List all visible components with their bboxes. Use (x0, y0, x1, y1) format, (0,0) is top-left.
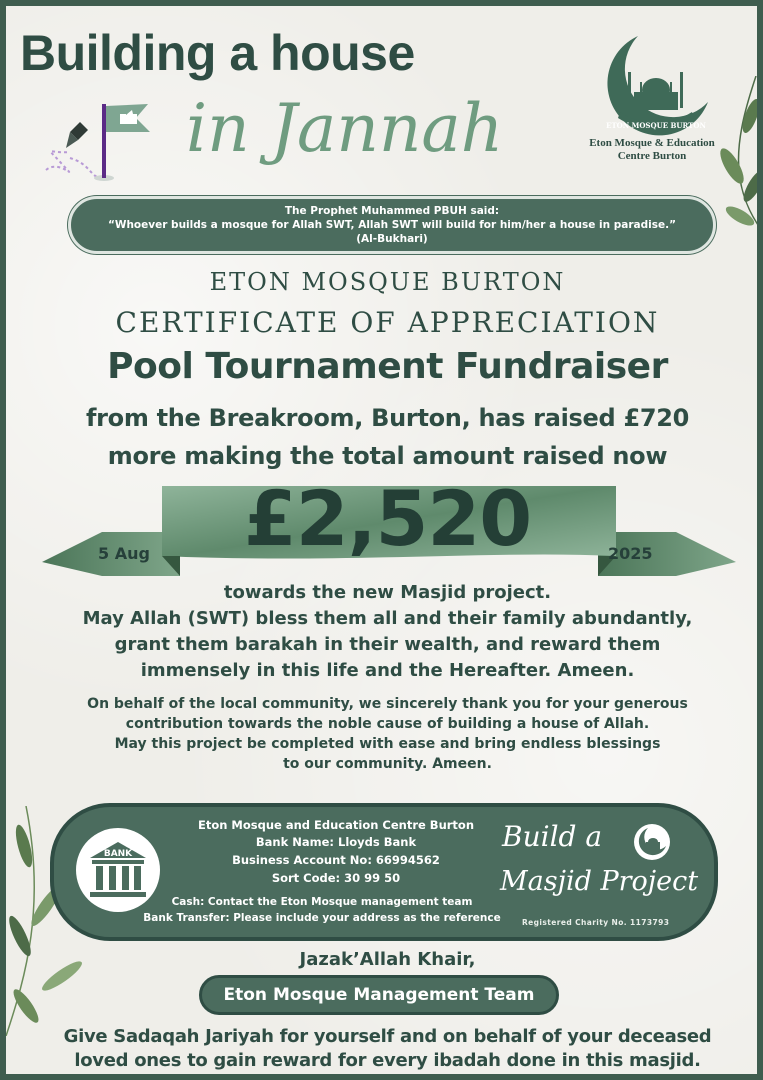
blessing-line: immensely in this life and the Hereafter. Ameen. (140, 660, 635, 681)
transfer-instructions: Bank Transfer: Please include your address as the reference (143, 912, 501, 924)
logo-caption-line-1: Eton Mosque & Education (589, 137, 715, 149)
bank-account-name: Eton Mosque and Education Centre Burton (197, 818, 475, 832)
hadith-quote (68, 196, 716, 254)
hadith-line-3: (Al-Bukhari) (356, 233, 428, 245)
event-title: Pool Tournament Fundraiser (107, 346, 668, 387)
bank-account-number: Business Account No: 66994562 (232, 853, 440, 867)
project-title-line-2: Masjid Project (500, 866, 699, 897)
blessing-line: grant them barakah in their wealth, and reward them (114, 634, 661, 655)
headline-script: in Jannah (186, 90, 504, 167)
logo-arc-text: ETON MOSQUE BURTON (606, 121, 706, 130)
bank-name: Bank Name: Lloyds Bank (255, 835, 417, 849)
bank-sort-code: Sort Code: 30 99 50 (271, 871, 401, 885)
charity-number: Registered Charity No. 1173793 (522, 918, 670, 927)
certificate-title: CERTIFICATE OF APPRECIATION (115, 306, 660, 339)
cash-instructions: Cash: Contact the Eton Mosque management team (171, 896, 473, 908)
total-amount: £2,520 (243, 474, 532, 563)
hadith-line-2: “Whoever builds a mosque for Allah SWT, Allah SWT will build for him/her a house in paradise.” (107, 219, 677, 231)
logo-caption-line-2: Centre Burton (617, 150, 687, 162)
closing-thanks: Jazak’Allah Khair, (299, 949, 476, 970)
date-day: 5 Aug (98, 544, 150, 563)
headline-title: Building a house (20, 25, 415, 81)
mosque-mini-logo-icon (634, 824, 670, 860)
raised-line-1: from the Breakroom, Burton, has raised £720 (85, 404, 690, 432)
thanks-line: contribution towards the noble cause of building a house of Allah. (125, 716, 650, 732)
project-title-line-1: Build a (502, 820, 603, 853)
date-year: 2025 (608, 544, 653, 563)
thanks-line: to our community. Ameen. (283, 756, 492, 772)
blessing-paragraph (6, 580, 763, 684)
org-name: ETON MOSQUE BURTON (209, 268, 566, 296)
thanks-line: May this project be completed with ease and bring endless blessings (114, 736, 661, 752)
thanks-paragraph (6, 694, 763, 774)
blessing-line: towards the new Masjid project. (223, 582, 552, 603)
blessing-line: May Allah (SWT) bless them all and their family abundantly, (82, 608, 693, 629)
golf-flag-icon (40, 98, 160, 188)
footer-line-2: loved ones to gain reward for every ibadah done in this masjid. (74, 1050, 701, 1071)
bank-icon-label: BANK (103, 849, 133, 859)
thanks-line: On behalf of the local community, we sincerely thank you for your generous (87, 696, 688, 712)
team-signature: Eton Mosque Management Team (199, 975, 559, 1015)
footer-line-1: Give Sadaqah Jariyah for yourself and on behalf of your deceased (63, 1026, 712, 1047)
hadith-line-1: The Prophet Muhammed PBUH said: (284, 205, 500, 217)
raised-line-2: more making the total amount raised now (107, 442, 668, 470)
